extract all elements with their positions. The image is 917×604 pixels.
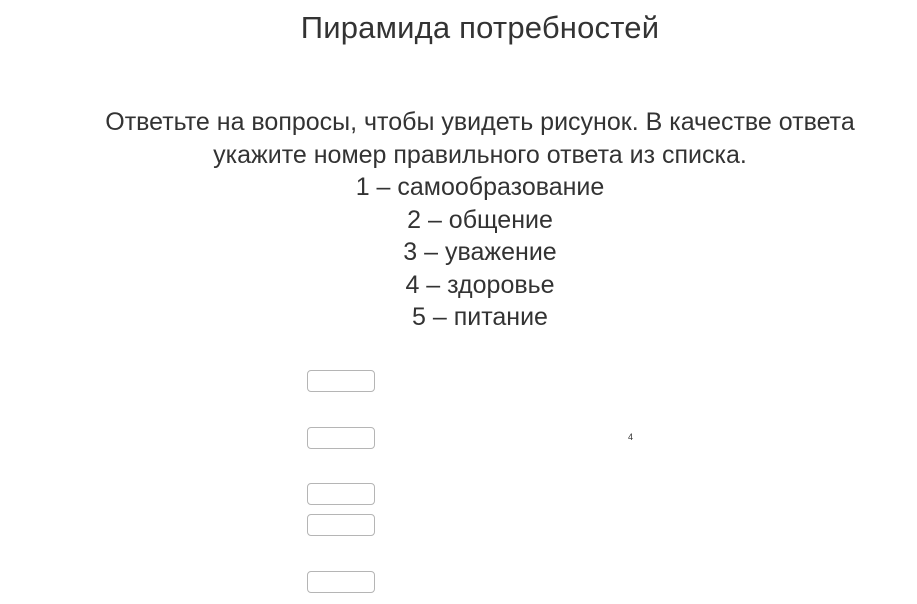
answer-input-safety[interactable]: [307, 483, 375, 505]
answer-input-physiological[interactable]: [307, 427, 375, 449]
instructions-line: укажите номер правильного ответа из списка.: [213, 140, 747, 169]
picture-placeholder-mark: 4: [628, 432, 634, 442]
page-title: Пирамида потребностей: [300, 10, 660, 45]
answer-option-2: 2 – общение: [407, 205, 553, 234]
answer-option-5: 5 – питание: [412, 303, 548, 331]
answer-input-self-development[interactable]: [307, 571, 375, 593]
answer-option-3: 3 – уважение: [403, 238, 557, 266]
instructions-line: Ответьте на вопросы, чтобы увидеть рисунок. В качестве ответа: [105, 108, 855, 136]
answer-input-social[interactable]: [307, 370, 375, 392]
answer-option-1: 1 – самообразование: [355, 173, 605, 201]
answer-input-esteem[interactable]: [307, 514, 375, 536]
answer-option-4: 4 – здоровье: [405, 270, 555, 299]
instructions-block: [60, 106, 900, 334]
